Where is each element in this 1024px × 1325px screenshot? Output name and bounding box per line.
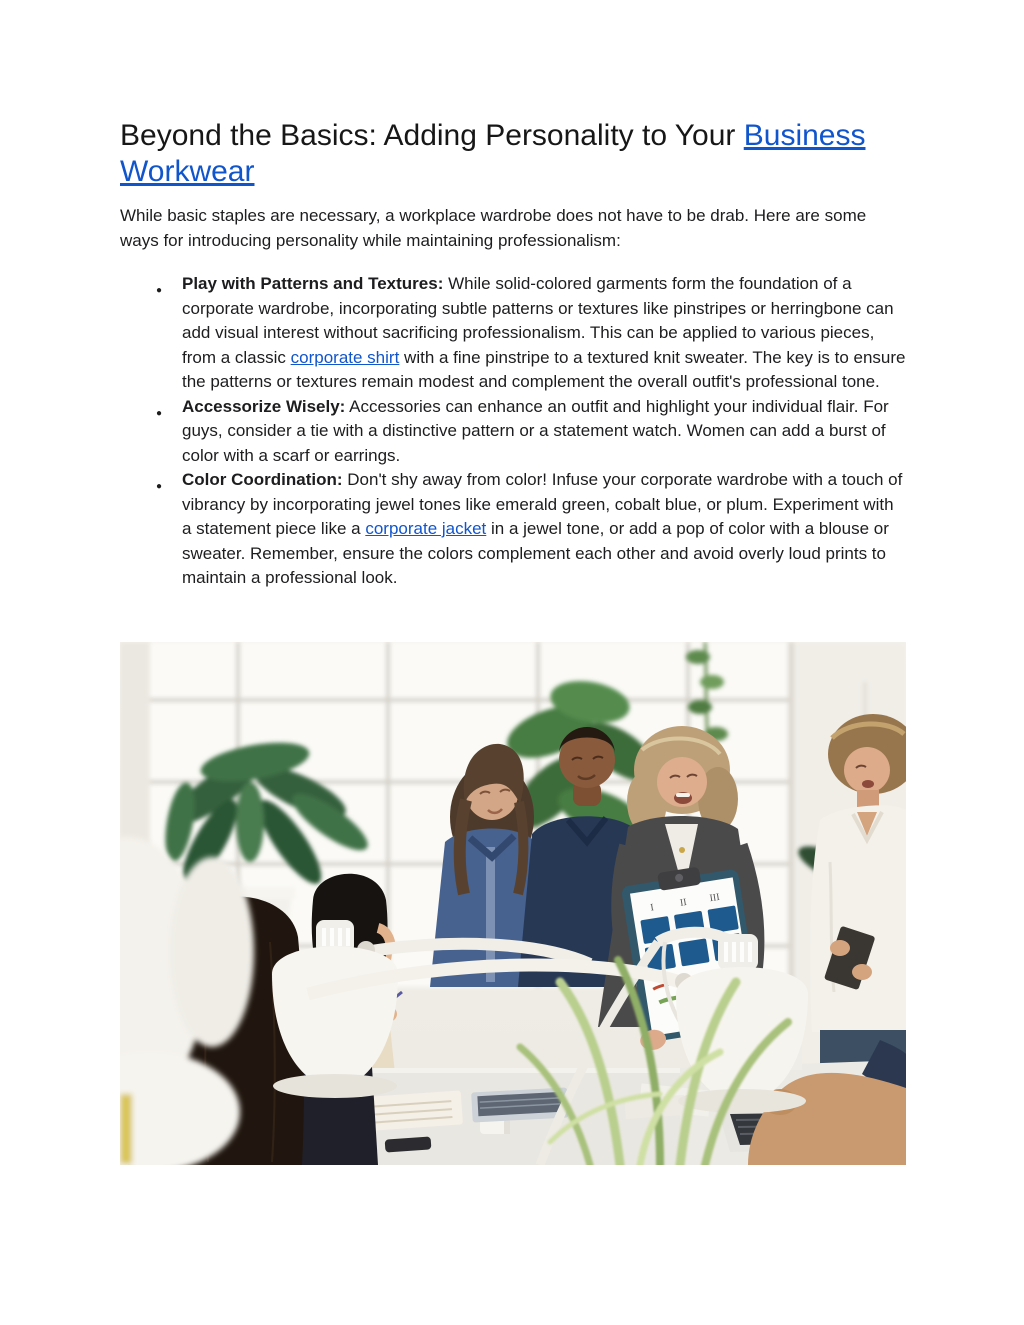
- clipboard-column-label: III: [708, 891, 721, 905]
- document-content: [0, 0, 1024, 591]
- list-item-label: Color Coordination:: [182, 470, 343, 489]
- heading-link-business-workwear[interactable]: Business Workwear: [120, 119, 866, 188]
- page-title: [120, 118, 906, 190]
- office-team-photo[interactable]: [120, 642, 906, 1165]
- list-item-accessorize: [182, 395, 906, 469]
- list-item-text: While solid-colored garments form the foundation of a corporate wardrobe, incorporating subtle patterns or textures like pinstripes or herringbone can add visual interest without sacrificing professionalism. This can be applied to various pieces, from a classic: [182, 274, 894, 367]
- laptop-light: [471, 1088, 568, 1123]
- tips-list: [120, 272, 906, 591]
- corporate-jacket-link[interactable]: corporate jacket: [365, 519, 487, 538]
- clipboard-column-label: II: [679, 896, 688, 909]
- clipboard-column-label: I: [649, 902, 655, 914]
- notebook: [361, 1090, 463, 1131]
- intro-paragraph: While basic staples are necessary, a workplace wardrobe does not have to be drab. Here are some ways for introducing personality while maintaining professionalism:: [120, 206, 867, 250]
- list-item-text: in a jewel tone, or add a pop of color with a blouse or sweater. Remember, ensure the colors complement each other and avoid overly loud prints to maintain a professional look.: [182, 519, 889, 587]
- corporate-shirt-link[interactable]: corporate shirt: [290, 347, 400, 367]
- list-item-text: Accessories can enhance an outfit and highlight your individual flair. For guys, consider a tie with a distinctive pattern or a statement watch. Women can add a burst of color with a scarf or earrings.: [182, 396, 889, 465]
- list-item-text: with a fine pinstripe to a textured knit sweater. The key is to ensure the patterns or textures remain modest and complement the overall outfit's professional tone.: [182, 347, 906, 391]
- list-item-label: Play with Patterns and Textures:: [182, 274, 444, 293]
- list-item-text: Don't shy away from color! Infuse your corporate wardrobe with a touch of vibrancy by incorporating jewel tones like emerald green, cobalt blue, or plum. Experiment with a statement piece like a: [182, 470, 903, 538]
- list-item-patterns: [182, 272, 906, 395]
- list-item-label: Accessorize Wisely:: [182, 396, 346, 416]
- list-item-color: [182, 468, 906, 591]
- page-title-text: Beyond the Basics: Adding Personality to Your: [120, 119, 744, 152]
- white-blobs-left: [120, 837, 254, 1165]
